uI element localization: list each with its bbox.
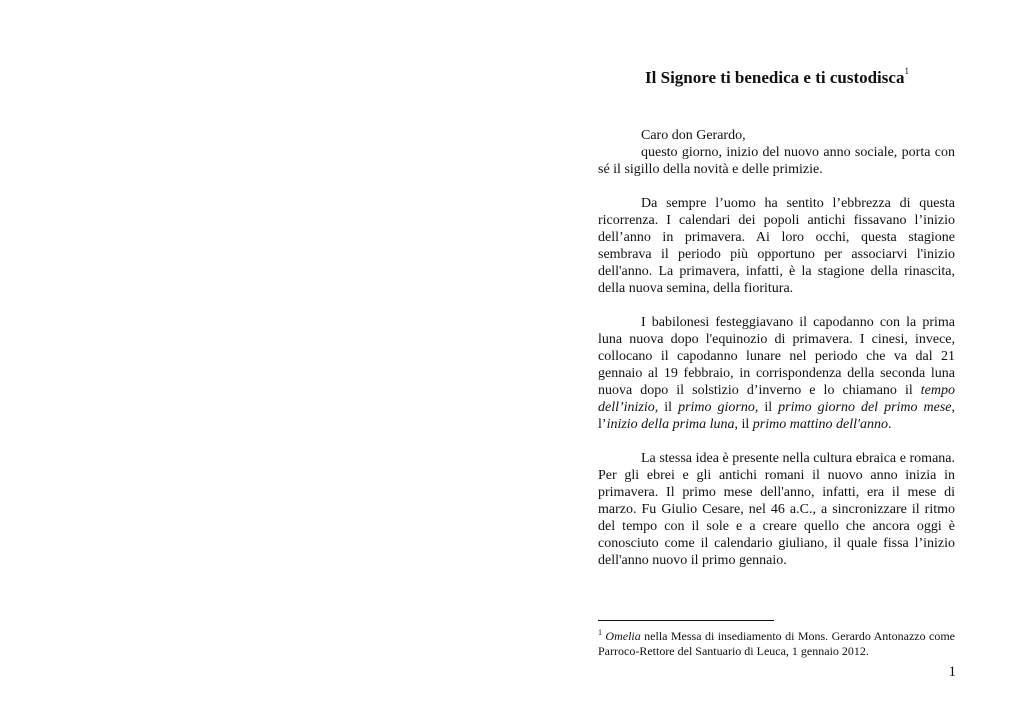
page-title [598, 68, 956, 88]
footnote-marker: 1 [598, 628, 602, 637]
paragraph-2-text: Da sempre l’uomo ha sentito l’ebbrezza di questa ricorrenza. I calendari dei popoli antichi fissavano l’inizio dell’anno in primavera. Ai loro occhi, questa stagione sembrava il periodo più opportuno per associarvi l'inizio dell'anno. La primavera, infatti, è la stagione della rinascita, della nuova semina, della fioritura. [598, 196, 955, 296]
salutation: Caro don Gerardo, [641, 128, 746, 143]
separator: , l’ [598, 400, 956, 432]
footnote-reference: 1 [904, 66, 909, 77]
italic-phrase: primo giorno [678, 400, 755, 415]
footnote [598, 625, 955, 659]
footnote-italic: Omelia [605, 629, 641, 643]
italic-phrase: primo giorno del primo mese [778, 400, 952, 415]
paragraph-2 [598, 195, 955, 297]
separator: . [888, 417, 892, 432]
separator: , il [734, 417, 753, 432]
title-text: Il Signore ti benedica e ti custodisca [645, 68, 905, 87]
page-number: 1 [948, 664, 956, 680]
footnote-text: nella Messa di insediamento di Mons. Gerardo Antonazzo come Parroco-Rettore del Santuario di Leuca, 1 gennaio 2012. [598, 629, 956, 658]
paragraph-4: La stessa idea è presente nella cultura ebraica e romana. Per gli ebrei e gli antichi romani il nuovo anno inizia in primavera. Il primo mese dell'anno, infatti, era il mese di marzo. Fu Giulio Cesare, nel 46 a.C., a sincronizzare il ritmo del tempo con il sole e a creare quello che ancora oggi è conosciuto come il calendario giuliano, il quale fissa l’inizio dell'anno nuovo il primo gennaio. [598, 451, 955, 568]
italic-phrase: inizio della prima luna [606, 417, 735, 432]
intro-paragraph: questo giorno, inizio del nuovo anno sociale, porta con sé il sigillo della novità e delle primizie. [598, 145, 955, 177]
paragraph-3 [598, 314, 955, 433]
separator: , il [754, 400, 779, 415]
separator: , il [654, 400, 679, 415]
paragraph-3-text: I babilonesi festeggiavano il capodanno con la prima luna nuova dopo l'equinozio di primavera. I cinesi, invece, collocano il capodanno lunare nel periodo che va dal 21 gennaio al 19 febbraio, in corrispondenza della seconda luna nuova dopo il solstizio d’inverno e lo chiamano il [598, 315, 955, 398]
footnote-divider [598, 620, 774, 621]
italic-phrase: primo mattino dell'anno [752, 417, 889, 432]
italic-phrase: tempo dell’inizio [598, 383, 955, 415]
letter-body [598, 127, 955, 586]
